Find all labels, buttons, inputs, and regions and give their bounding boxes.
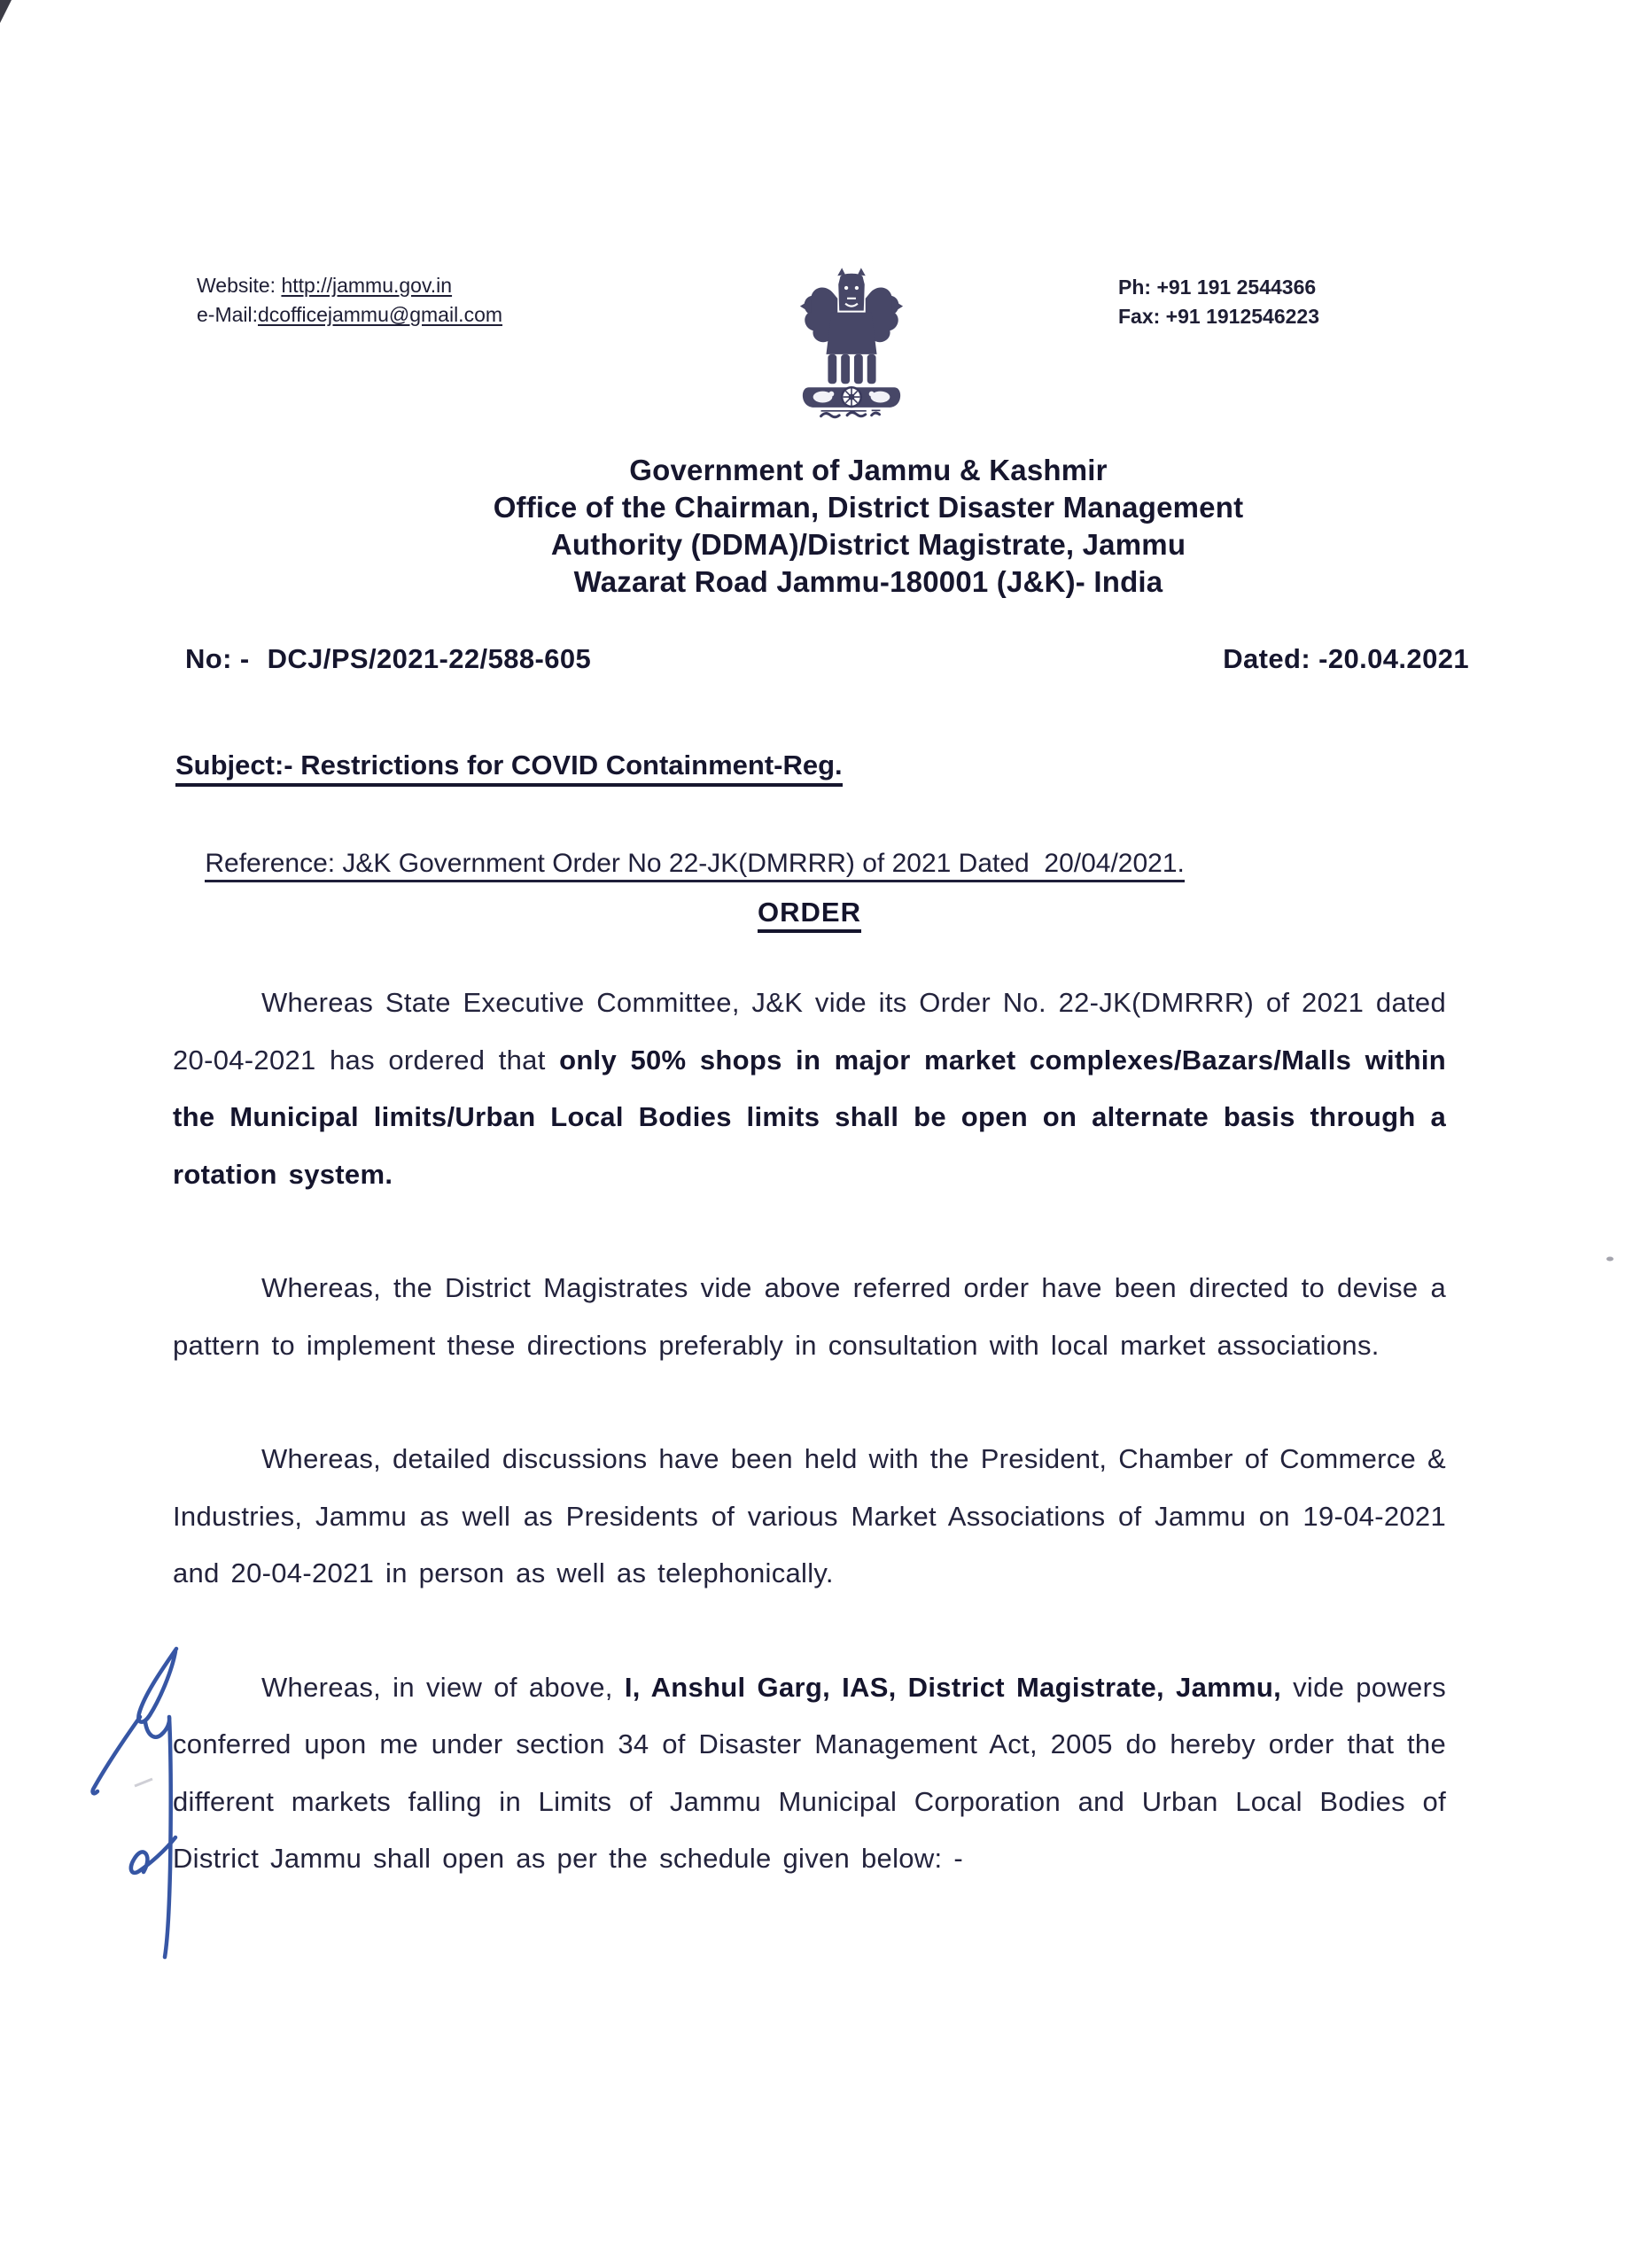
reference-text: Reference: J&K Government Order No 22-JK(DMRRR) of 2021 Dated 20/04/2021. bbox=[205, 849, 1185, 882]
title-line-office: Office of the Chairman, District Disaster Management bbox=[493, 491, 1244, 524]
email-line bbox=[197, 300, 502, 330]
emphasized-text: only 50% shops in major market complexes/Bazars/Malls within the Municipal limits/Urban Local Bodies limits shall be open on alternate basis through a rotation system. bbox=[173, 1044, 1446, 1190]
subject-text: Subject:- Restrictions for COVID Containment-Reg. bbox=[175, 750, 843, 787]
paragraph bbox=[173, 1659, 1446, 1888]
email-label: e-Mail: bbox=[197, 303, 259, 326]
body-text: Whereas, the District Magistrates vide above referred order have been directed to devise a pattern to implement these directions preferably in consultation with local market associations. bbox=[173, 1272, 1446, 1361]
body-text: Whereas State Executive Committee, J&K vide its Order No. 22-JK(DMRRR) of 2021 dated 20-04-2021 has ordered that bbox=[173, 987, 1446, 1076]
paragraph bbox=[173, 1431, 1446, 1603]
fax-number: Fax: +91 1912546223 bbox=[1118, 305, 1320, 328]
order-heading bbox=[173, 897, 1446, 928]
document-number-value: DCJ/PS/2021-22/588-605 bbox=[267, 643, 592, 674]
faint-pencil-mark bbox=[135, 1779, 152, 1786]
order-heading-text: ORDER bbox=[758, 897, 861, 933]
document-number-label: No: - bbox=[185, 643, 250, 674]
reference-line bbox=[175, 819, 1185, 909]
title-line-government: Government of Jammu & Kashmir bbox=[629, 454, 1108, 486]
contact-block-right bbox=[1118, 273, 1319, 331]
body-text: Whereas, in view of above, bbox=[261, 1671, 625, 1703]
office-title-block bbox=[0, 452, 1633, 601]
subject-line bbox=[175, 750, 843, 781]
phone-number: Ph: +91 191 2544366 bbox=[1118, 276, 1317, 299]
title-line-address: Wazarat Road Jammu-180001 (J&K)- India bbox=[573, 565, 1163, 598]
document-number bbox=[185, 643, 591, 675]
body-text: Whereas, detailed discussions have been held with the President, Chamber of Commerce & Industries, Jammu as well as Presidents of various Market Associations of Jammu on 19-04-2021 and 20-04-2021 in person as well as telephonically. bbox=[173, 1443, 1446, 1588]
scan-speck bbox=[1606, 1257, 1614, 1262]
body-text: vide powers conferred upon me under section 34 of Disaster Management Act, 2005 do hereby order that the different markets falling in Limits of Jammu Municipal Corporation and Urban Local Bodies of District Jammu shall open as per the schedule given below: - bbox=[173, 1671, 1446, 1874]
website-link[interactable]: http://jammu.gov.in bbox=[281, 274, 453, 297]
title-line-authority: Authority (DDMA)/District Magistrate, Jammu bbox=[550, 528, 1186, 561]
body-paragraphs bbox=[173, 975, 1446, 1945]
paragraph bbox=[173, 975, 1446, 1203]
document-date: Dated: -20.04.2021 bbox=[1223, 643, 1469, 674]
emblem-motto-script bbox=[821, 410, 881, 416]
number-date-row bbox=[185, 643, 1469, 675]
website-line bbox=[197, 271, 502, 300]
email-link[interactable]: dcofficejammu@gmail.com bbox=[258, 303, 503, 326]
paragraph bbox=[173, 1260, 1446, 1374]
website-label: Website: bbox=[197, 274, 282, 297]
contact-block-left bbox=[197, 271, 502, 330]
handwritten-signature-mark bbox=[93, 1649, 176, 1957]
emphasized-text: I, Anshul Garg, IAS, District Magistrate, Jammu, bbox=[624, 1671, 1281, 1703]
scan-corner-artifact bbox=[0, 0, 12, 23]
national-emblem-icon bbox=[795, 266, 908, 423]
